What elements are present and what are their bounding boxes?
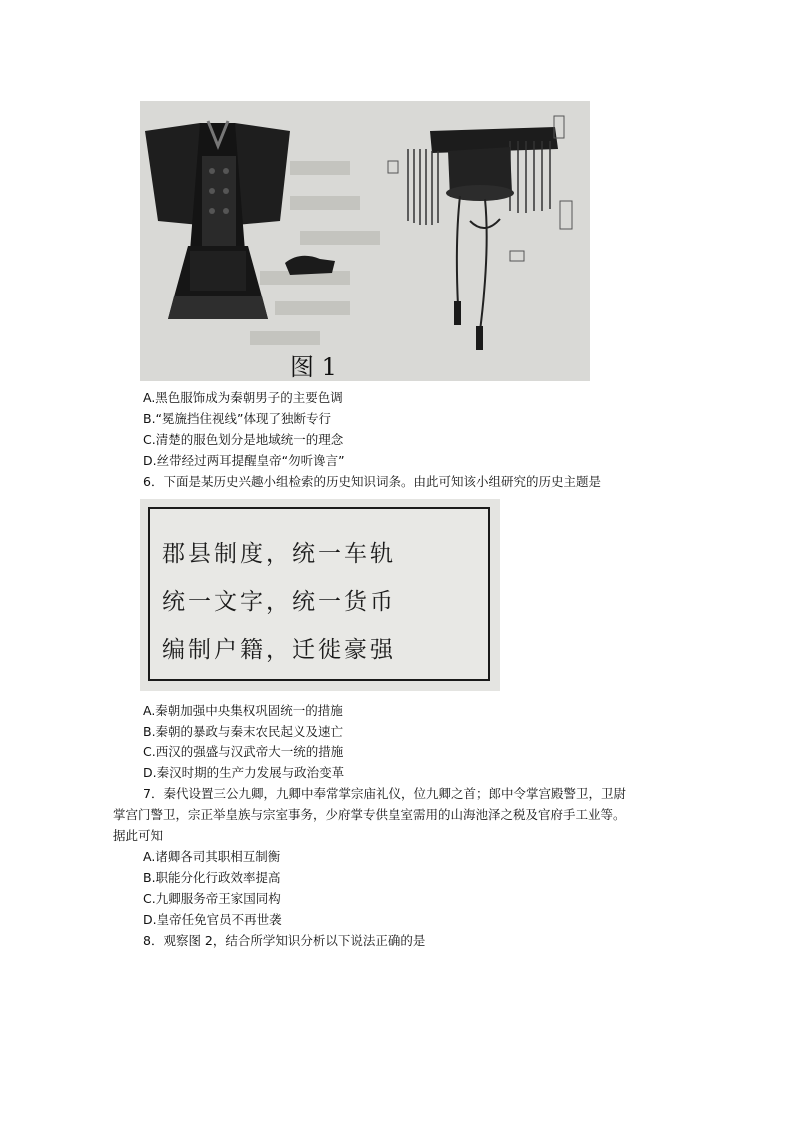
q7-option-b: B.职能分化行政效率提高 bbox=[143, 870, 281, 885]
q7-stem-line-1: 7．秦代设置三公九卿，九卿中奉常掌宗庙礼仪，位九卿之首；郎中令掌宫殿警卫，卫尉 bbox=[143, 786, 626, 801]
mianliu-crown-icon bbox=[388, 116, 572, 350]
q8-stem: 8．观察图 2，结合所学知识分析以下说法正确的是 bbox=[143, 933, 426, 948]
keyword-line-1: 郡县制度，统一车轨 bbox=[162, 541, 396, 567]
figure-1-image bbox=[140, 101, 590, 381]
figure-keyword-box bbox=[140, 499, 500, 691]
q7-option-a: A.诸卿各司其职相互制衡 bbox=[143, 849, 281, 864]
q7-stem-line-3: 据此可知 bbox=[113, 828, 164, 843]
keyword-line-2: 统一文字，统一货币 bbox=[162, 589, 396, 615]
figure-1-caption: 图 1 bbox=[290, 353, 337, 381]
q5-option-d: D.丝带经过两耳提醒皇帝“勿听谗言” bbox=[143, 453, 345, 468]
q6-option-b: B.秦朝的暴政与秦末农民起义及速亡 bbox=[143, 724, 344, 739]
q6-option-c: C.西汉的强盛与汉武帝大一统的措施 bbox=[143, 744, 344, 759]
q7-stem-line-2: 掌宫门警卫，宗正举皇族与宗室事务，少府掌专供皇室需用的山海池泽之税及官府手工业等。 bbox=[113, 807, 626, 822]
q6-stem: 6．下面是某历史兴趣小组检索的历史知识词条。由此可知该小组研究的历史主题是 bbox=[143, 474, 601, 489]
q6-option-a: A.秦朝加强中央集权巩固统一的措施 bbox=[143, 703, 343, 718]
q7-option-d: D.皇帝任免官员不再世袭 bbox=[143, 912, 282, 927]
keyword-line-3: 编制户籍，迁徙豪强 bbox=[162, 637, 396, 663]
black-ceremonial-robe-icon bbox=[140, 101, 590, 381]
q5-option-c: C.清楚的服色划分是地域统一的理念 bbox=[143, 432, 344, 447]
q5-option-b: B.“冕旒挡住视线”体现了独断专行 bbox=[143, 411, 332, 426]
q5-option-a: A.黑色服饰成为秦朝男子的主要色调 bbox=[143, 390, 343, 405]
q6-option-d: D.秦汉时期的生产力发展与政治变革 bbox=[143, 765, 345, 780]
q7-option-c: C.九卿服务帝王家国同构 bbox=[143, 891, 281, 906]
shoe-icon bbox=[285, 256, 335, 275]
